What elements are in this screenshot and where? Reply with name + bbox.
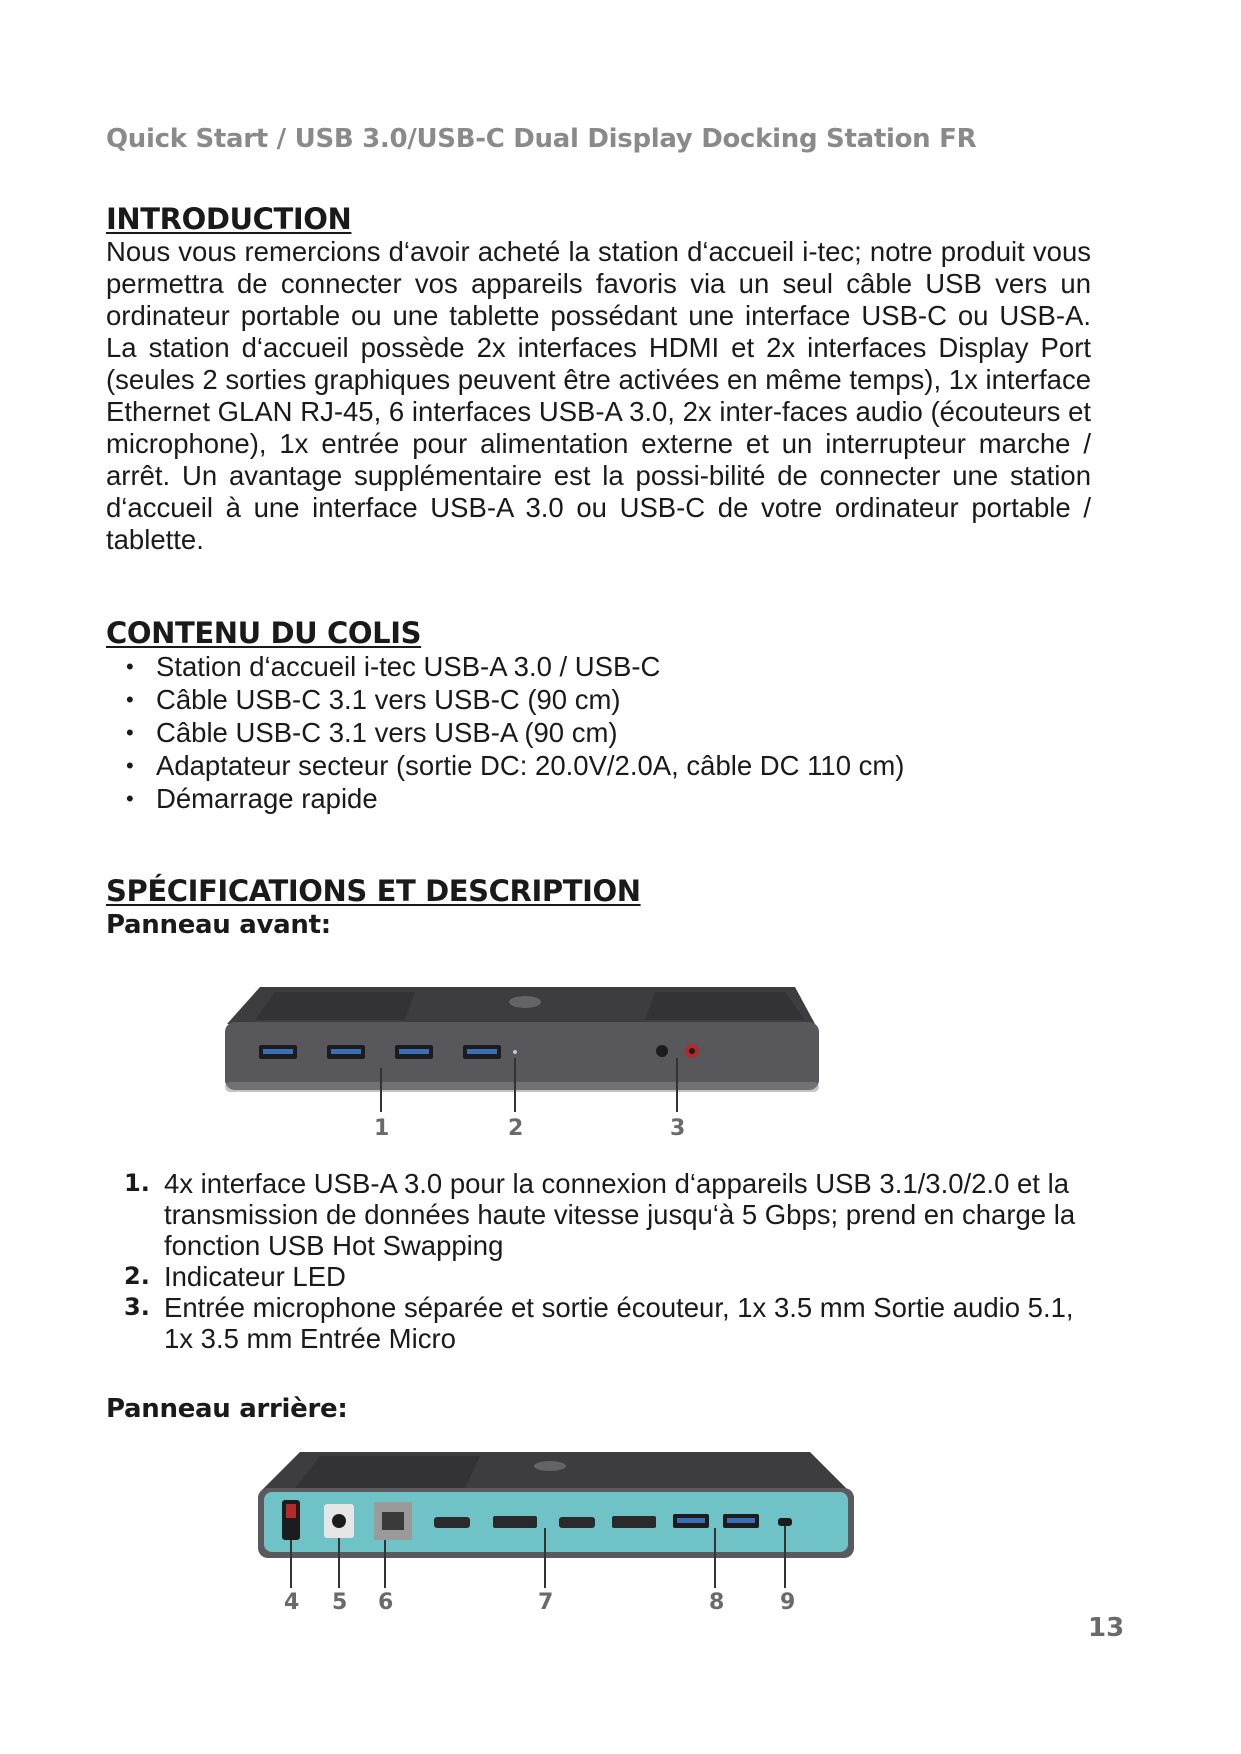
usb-port-icon [395,1045,433,1059]
callout-label: 4 [284,1590,300,1615]
list-item: • Câble USB-C 3.1 vers USB-A (90 cm) [122,716,904,749]
callout-label: 5 [332,1590,348,1615]
list-item: 2. Indicateur LED [124,1261,346,1292]
callout-label: 3 [670,1116,686,1141]
rear-panel-label: Panneau arrière: [106,1394,348,1424]
contents-list [122,650,904,815]
front-panel-image [215,972,835,1147]
contents-heading: CONTENU DU COLIS [106,616,422,650]
list-item: • Adaptateur secteur (sortie DC: 20.0V/2.0A, câble DC 110 cm) [122,749,904,782]
usb-c-port-icon [778,1518,792,1526]
callout-label: 7 [538,1590,554,1615]
displayport-icon [612,1516,656,1528]
list-item: 1. 4x interface USB-A 3.0 pour la connexion d‘appareils USB 3.1/3.0/2.0 et la transmission de données haute vitesse jusqu‘à 5 Gbps; prend en charge la fonction USB Hot Swapping [124,1168,1076,1261]
specs-heading: SPÉCIFICATIONS ET DESCRIPTION [106,874,641,908]
rear-panel-image [250,1440,860,1610]
page-number: 13 [1088,1613,1125,1643]
callout-label: 9 [780,1590,796,1615]
usb-port-icon [673,1514,709,1528]
introduction-text: Nous vous remercions d‘avoir acheté la station d‘accueil i-tec; notre produit vous permettra de connecter vos appareils favoris via un seul câble USB vers un ordinateur portable ou une tablette possédant une interface USB-C ou USB-A. La station d‘accueil possède 2x interfaces HDMI et 2x interfaces Display Port (seules 2 sorties graphiques peuvent être activées en même temps), 1x interface Ethernet GLAN RJ-45, 6 interfaces USB-A 3.0, 2x inter-faces audio (écouteurs et microphone), 1x entrée pour alimentation externe et un interrupteur marche / arrêt. Un avantage supplémentaire est la possi-bilité de connecter une station d‘accueil à une interface USB-A 3.0 ou USB-C de votre ordinateur portable / tablette. [106,236,1091,555]
list-item: 3. Entrée microphone séparée et sortie écouteur, 1x 3.5 mm Sortie audio 5.1, 1x 3.5 mm Entrée Micro [124,1292,1074,1354]
usb-port-icon [327,1045,365,1059]
usb-port-icon [463,1045,501,1059]
document-header: Quick Start / USB 3.0/USB-C Dual Display Docking Station FR [106,124,977,154]
hdmi-port-icon [434,1517,470,1528]
callout-label: 8 [709,1590,725,1615]
callout-label: 2 [508,1116,524,1141]
callout-label: 1 [374,1116,390,1141]
introduction-heading: INTRODUCTION [106,202,352,236]
callout-label: 6 [378,1590,394,1615]
led-indicator-icon [513,1050,517,1054]
list-item: • Station d‘accueil i-tec USB-A 3.0 / USB-C [122,650,904,683]
front-panel-label: Panneau avant: [106,910,331,940]
usb-port-icon [723,1514,759,1528]
headphone-jack-icon [656,1045,668,1057]
usb-port-icon [259,1045,297,1059]
hdmi-port-icon [559,1517,595,1528]
displayport-icon [493,1516,537,1528]
list-item: • Câble USB-C 3.1 vers USB-C (90 cm) [122,683,904,716]
list-item: • Démarrage rapide [122,782,904,815]
front-panel-list [124,1168,1084,1354]
